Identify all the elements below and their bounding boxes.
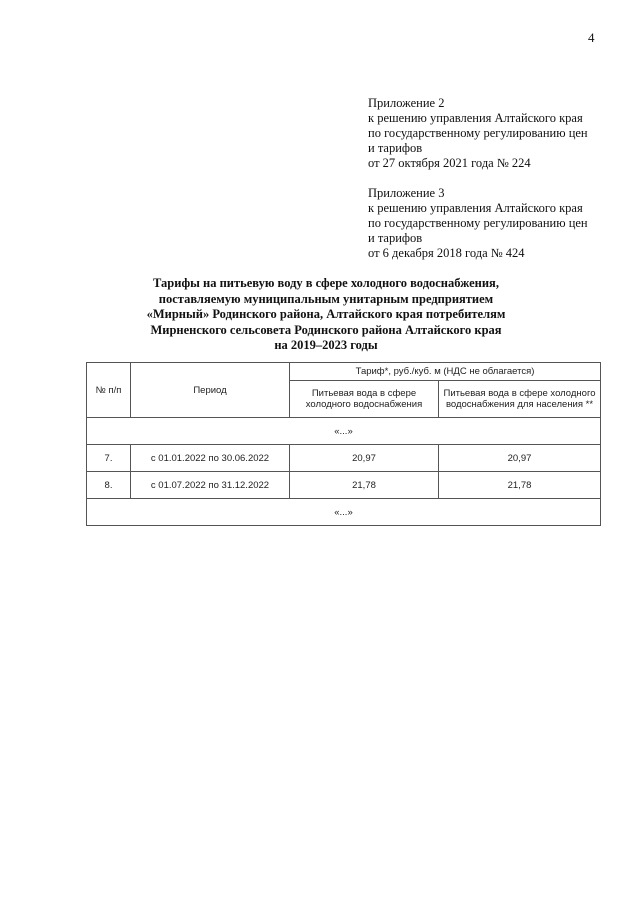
title-line: «Мирный» Родинского района, Алтайского края потребителям [146, 307, 506, 321]
appendix-2-header [368, 96, 628, 171]
appendix-2-line: по государственному регулированию цен [368, 126, 588, 140]
table-row [87, 445, 601, 472]
cell-num: 8. [87, 472, 131, 499]
table-row [87, 472, 601, 499]
document-title [96, 276, 556, 354]
appendix-3-header [368, 186, 628, 261]
cell-tariff-1: 20,97 [290, 445, 439, 472]
header-cold-water-population: Питьевая вода в сфере холодного водоснабжения для населения ** [439, 381, 601, 418]
cell-num: 7. [87, 445, 131, 472]
table-row-ellipsis [87, 499, 601, 526]
header-period: Период [131, 363, 290, 418]
ellipsis-cell: «...» [87, 418, 601, 445]
cell-tariff-2: 20,97 [439, 445, 601, 472]
appendix-2-line: и тарифов [368, 141, 423, 155]
title-line: на 2019–2023 годы [274, 338, 378, 352]
table-row-ellipsis [87, 418, 601, 445]
appendix-3-line: от 6 декабря 2018 года № 424 [368, 246, 525, 260]
title-line: поставляемую муниципальным унитарным предприятием [158, 291, 494, 306]
header-num: № п/п [87, 363, 131, 418]
page-number: 4 [588, 30, 595, 45]
cell-tariff-2: 21,78 [439, 472, 601, 499]
header-cold-water: Питьевая вода в сфере холодного водоснабжения [290, 381, 439, 418]
cell-period: с 01.01.2022 по 30.06.2022 [131, 445, 290, 472]
appendix-3-line: и тарифов [368, 231, 423, 245]
title-line: Мирненского сельсовета Родинского района Алтайского края [150, 322, 502, 337]
appendix-2-line: к решению управления Алтайского края [368, 111, 583, 125]
appendix-3-line: по государственному регулированию цен [368, 216, 588, 230]
table-header-row [87, 363, 601, 381]
appendix-3-line: к решению управления Алтайского края [368, 201, 583, 215]
cell-tariff-1: 21,78 [290, 472, 439, 499]
tariff-table [86, 362, 601, 526]
appendix-2-line: Приложение 2 [368, 96, 445, 110]
title-line: Тарифы на питьевую воду в сфере холодного водоснабжения, [153, 276, 499, 290]
ellipsis-cell: «...» [87, 499, 601, 526]
appendix-3-line: Приложение 3 [368, 186, 445, 200]
appendix-2-line: от 27 октября 2021 года № 224 [368, 156, 531, 170]
cell-period: с 01.07.2022 по 31.12.2022 [131, 472, 290, 499]
header-tariff-group: Тариф*, руб./куб. м (НДС не облагается) [290, 363, 601, 381]
